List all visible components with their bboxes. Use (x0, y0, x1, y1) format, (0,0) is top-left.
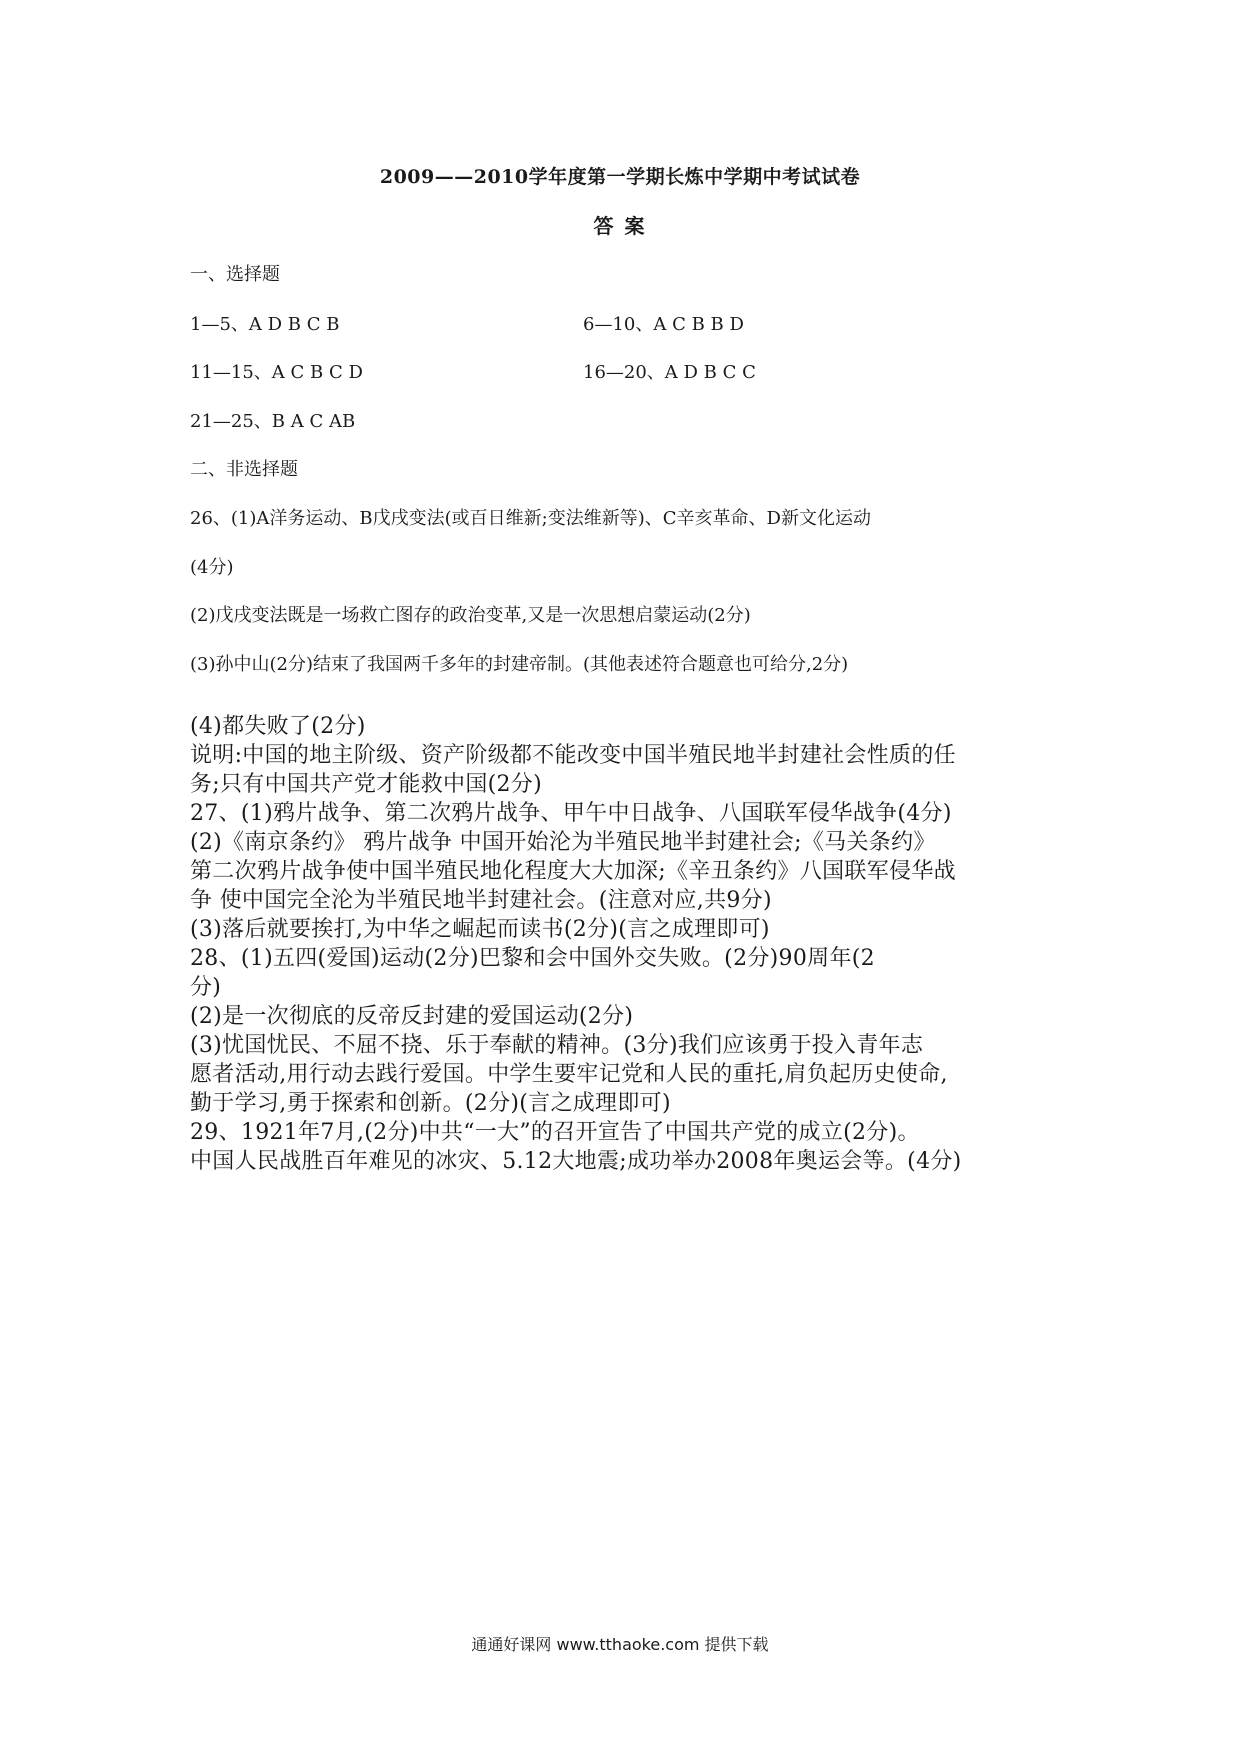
answer-line-1: (4)都失败了(2分) (190, 714, 366, 739)
answer-line-14: 勤于学习,勇于探索和创新。(2分)(言之成理即可) (190, 1091, 671, 1116)
q26-part1: 26、(1)A洋务运动、B戊戌变法(或百日维新;变法维新等)、C辛亥革命、D新文化运动 (190, 508, 871, 529)
q26-part2: (2)戊戌变法既是一场救亡图存的政治变革,又是一次思想启蒙运动(2分) (190, 605, 751, 626)
answer-line-10: 分) (190, 975, 222, 1000)
answer-row-3-left: 21—25、B A C AB (190, 411, 356, 432)
answer-line-6: 第二次鸦片战争使中国半殖民地化程度大大加深;《辛丑条约》八国联军侵华战 (190, 859, 956, 884)
answer-row-2-right: 16—20、A D B C C (583, 362, 756, 383)
section-heading-nonchoice: 二、非选择题 (190, 459, 298, 480)
answer-line-5: (2)《南京条约》 鸦片战争 中国开始沦为半殖民地半封建社会;《马关条约》 (190, 830, 936, 855)
answer-line-15: 29、1921年7月,(2分)中共“一大”的召开宣告了中国共产党的成立(2分)。 (190, 1120, 920, 1145)
answer-line-16: 中国人民战胜百年难见的冰灾、5.12大地震;成功举办2008年奥运会等。(4分) (190, 1149, 962, 1174)
q26-part3: (3)孙中山(2分)结束了我国两千多年的封建帝制。(其他表述符合题意也可给分,2分) (190, 654, 849, 675)
answer-row-2-left: 11—15、A C B C D (190, 362, 363, 383)
q26-part1-score: (4分) (190, 557, 234, 578)
answer-line-11: (2)是一次彻底的反帝反封建的爱国运动(2分) (190, 1004, 634, 1029)
section-heading-choice: 一、选择题 (190, 264, 280, 285)
page-title: 2009——2010学年度第一学期长炼中学期中考试试卷 (379, 166, 861, 188)
answer-line-2: 说明:中国的地主阶级、资产阶级都不能改变中国半殖民地半封建社会性质的任 (190, 743, 956, 768)
page-footer: 通通好课网 www.tthaoke.com 提供下载 (471, 1635, 769, 1654)
answer-row-1-left: 1—5、A D B C B (190, 314, 340, 335)
answer-line-9: 28、(1)五四(爱国)运动(2分)巴黎和会中国外交失败。(2分)90周年(2 (190, 946, 875, 971)
page-subtitle: 答 案 (593, 214, 647, 238)
answer-line-4: 27、(1)鸦片战争、第二次鸦片战争、甲午中日战争、八国联军侵华战争(4分) (190, 801, 952, 826)
answer-line-3: 务;只有中国共产党才能救中国(2分) (190, 772, 542, 797)
answer-line-8: (3)落后就要挨打,为中华之崛起而读书(2分)(言之成理即可) (190, 917, 770, 942)
answer-line-13: 愿者活动,用行动去践行爱国。中学生要牢记党和人民的重托,肩负起历史使命, (190, 1062, 948, 1087)
answer-line-12: (3)忧国忧民、不屈不挠、乐于奉献的精神。(3分)我们应该勇于投入青年志 (190, 1033, 924, 1058)
answer-line-7: 争 使中国完全沦为半殖民地半封建社会。(注意对应,共9分) (190, 888, 772, 913)
answer-row-1-right: 6—10、A C B B D (583, 314, 744, 335)
